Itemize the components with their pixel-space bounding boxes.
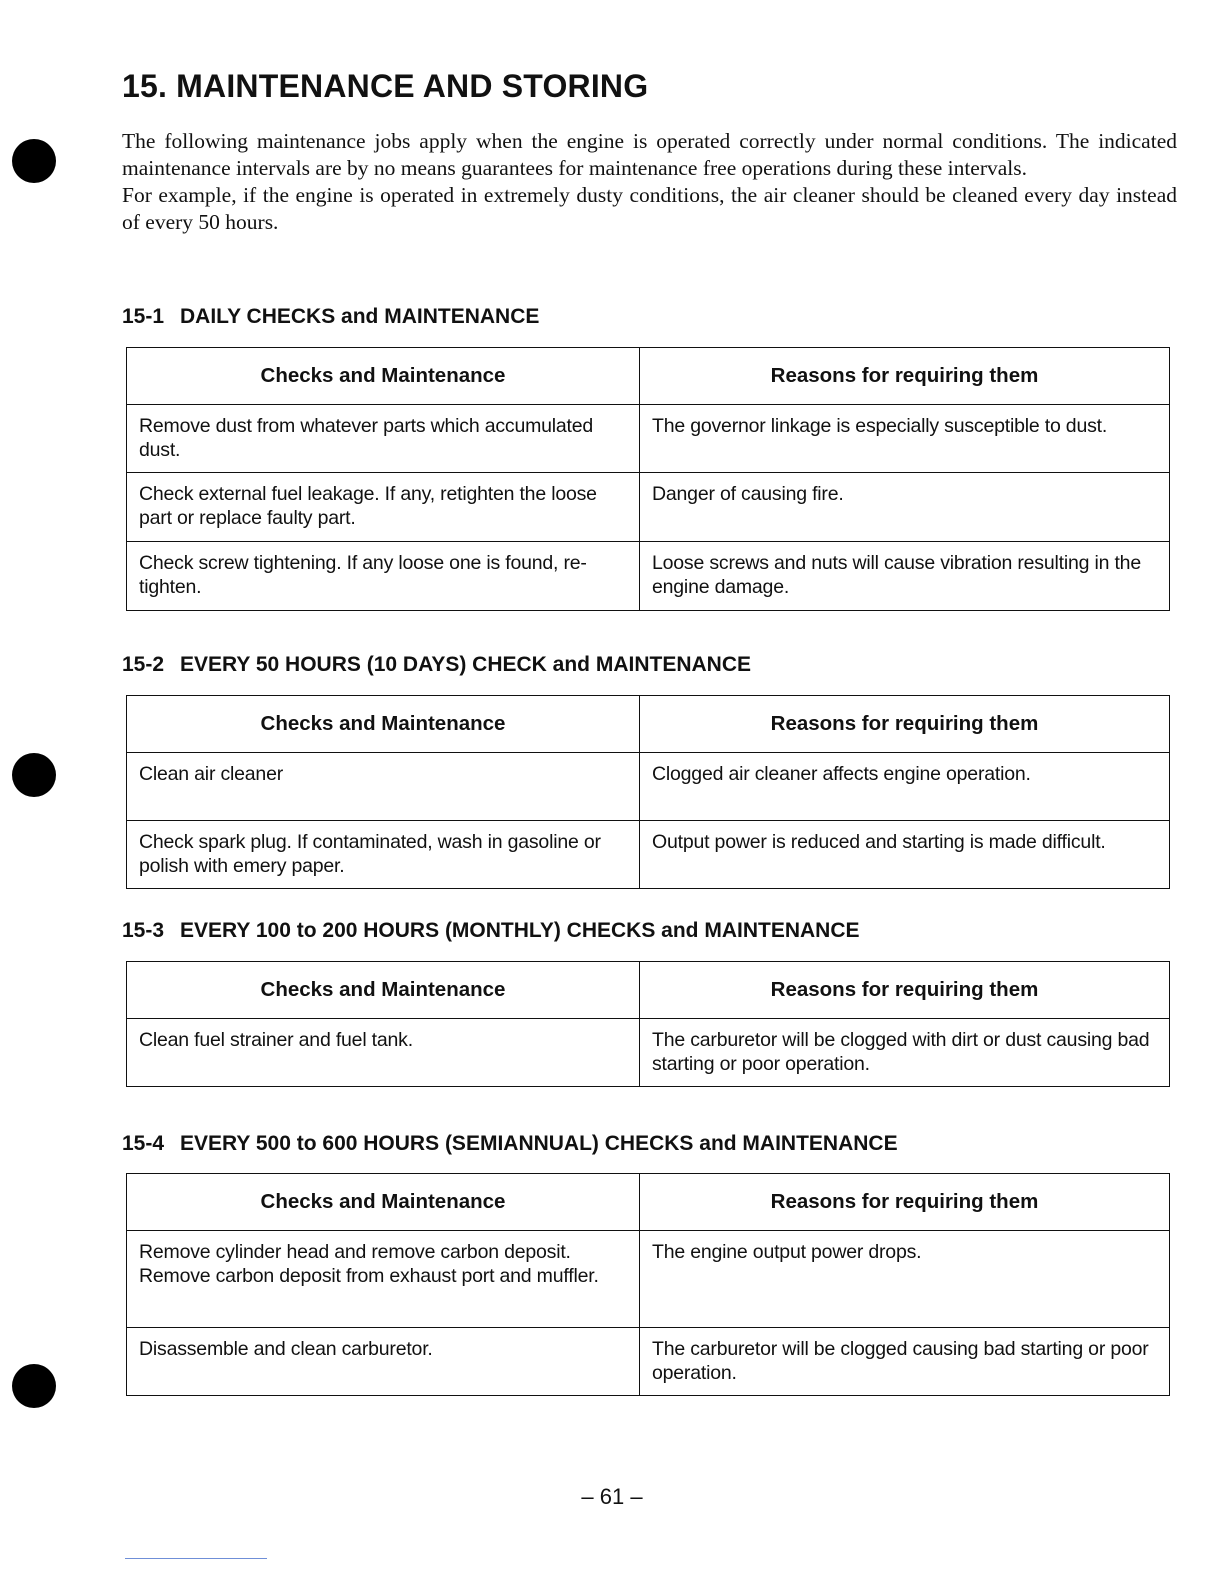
intro-paragraph: The following maintenance jobs apply when the engine is operated correctly under normal conditions. The indicated maintenance intervals are by no means guarantees for maintenance free operations during these intervals. <box>122 129 1177 180</box>
table-header-row <box>127 348 1170 405</box>
table-row <box>127 1231 1170 1328</box>
section-number: 15-1 <box>122 305 165 328</box>
column-header-reasons: Reasons for requiring them <box>640 348 1170 405</box>
section-number: 15-4 <box>122 1132 165 1155</box>
column-header-checks: Checks and Maintenance <box>127 1174 640 1231</box>
section-number: 15-2 <box>122 653 165 676</box>
reason-cell: Loose screws and nuts will cause vibration resulting in the engine damage. <box>640 542 1170 611</box>
maintenance-table-50-hours <box>126 695 1170 889</box>
section-number: 15-3 <box>122 919 165 942</box>
table-row <box>127 405 1170 473</box>
section-heading-daily <box>122 305 539 329</box>
maintenance-table-monthly <box>126 961 1170 1087</box>
column-header-reasons: Reasons for requiring them <box>640 962 1170 1019</box>
table-row <box>127 1328 1170 1396</box>
column-header-checks: Checks and Maintenance <box>127 696 640 753</box>
table-row <box>127 1019 1170 1087</box>
check-cell: Remove dust from whatever parts which accumulated dust. <box>127 405 640 473</box>
maintenance-table-semiannual <box>126 1173 1170 1396</box>
column-header-checks: Checks and Maintenance <box>127 348 640 405</box>
check-cell: Disassemble and clean carburetor. <box>127 1328 640 1396</box>
section-title: EVERY 500 to 600 HOURS (SEMIANNUAL) CHECKS and MAINTENANCE <box>180 1132 898 1155</box>
column-header-checks: Checks and Maintenance <box>127 962 640 1019</box>
punch-hole-middle <box>12 753 56 797</box>
section-title: EVERY 50 HOURS (10 DAYS) CHECK and MAINTENANCE <box>180 653 751 676</box>
table-row <box>127 753 1170 821</box>
section-heading-50-hours <box>122 653 751 677</box>
intro-paragraph: For example, if the engine is operated in extremely dusty conditions, the air cleaner should be cleaned every day instead of every 50 hours. <box>122 183 1177 234</box>
reason-cell: The governor linkage is especially susceptible to dust. <box>640 405 1170 473</box>
table-header-row <box>127 696 1170 753</box>
intro-text <box>122 128 1177 236</box>
reason-cell: The engine output power drops. <box>640 1231 1170 1328</box>
table-row <box>127 542 1170 611</box>
check-cell: Clean air cleaner <box>127 753 640 821</box>
table-row <box>127 473 1170 542</box>
table-header-row <box>127 962 1170 1019</box>
page-title: 15. MAINTENANCE AND STORING <box>122 68 649 104</box>
maintenance-table-daily <box>126 347 1170 611</box>
reason-cell: Danger of causing fire. <box>640 473 1170 542</box>
check-cell: Remove cylinder head and remove carbon deposit. Remove carbon deposit from exhaust port and muffler. <box>127 1231 640 1328</box>
reason-cell: The carburetor will be clogged with dirt or dust causing bad starting or poor operation. <box>640 1019 1170 1087</box>
table-row <box>127 821 1170 889</box>
punch-hole-top <box>12 139 56 183</box>
reason-cell: The carburetor will be clogged causing bad starting or poor operation. <box>640 1328 1170 1396</box>
reason-cell: Output power is reduced and starting is made difficult. <box>640 821 1170 889</box>
table-header-row <box>127 1174 1170 1231</box>
reason-cell: Clogged air cleaner affects engine operation. <box>640 753 1170 821</box>
check-cell: Check spark plug. If contaminated, wash in gasoline or polish with emery paper. <box>127 821 640 889</box>
check-cell: Check screw tightening. If any loose one is found, re-tighten. <box>127 542 640 611</box>
section-heading-semiannual <box>122 1132 898 1156</box>
section-heading-monthly <box>122 919 860 943</box>
punch-hole-bottom <box>12 1364 56 1408</box>
column-header-reasons: Reasons for requiring them <box>640 696 1170 753</box>
section-title: DAILY CHECKS and MAINTENANCE <box>180 305 540 328</box>
page-number: – 61 – <box>581 1484 643 1509</box>
check-cell: Check external fuel leakage. If any, retighten the loose part or replace faulty part. <box>127 473 640 542</box>
column-header-reasons: Reasons for requiring them <box>640 1174 1170 1231</box>
section-title: EVERY 100 to 200 HOURS (MONTHLY) CHECKS and MAINTENANCE <box>180 919 860 942</box>
check-cell: Clean fuel strainer and fuel tank. <box>127 1019 640 1087</box>
footer-divider <box>125 1558 267 1559</box>
